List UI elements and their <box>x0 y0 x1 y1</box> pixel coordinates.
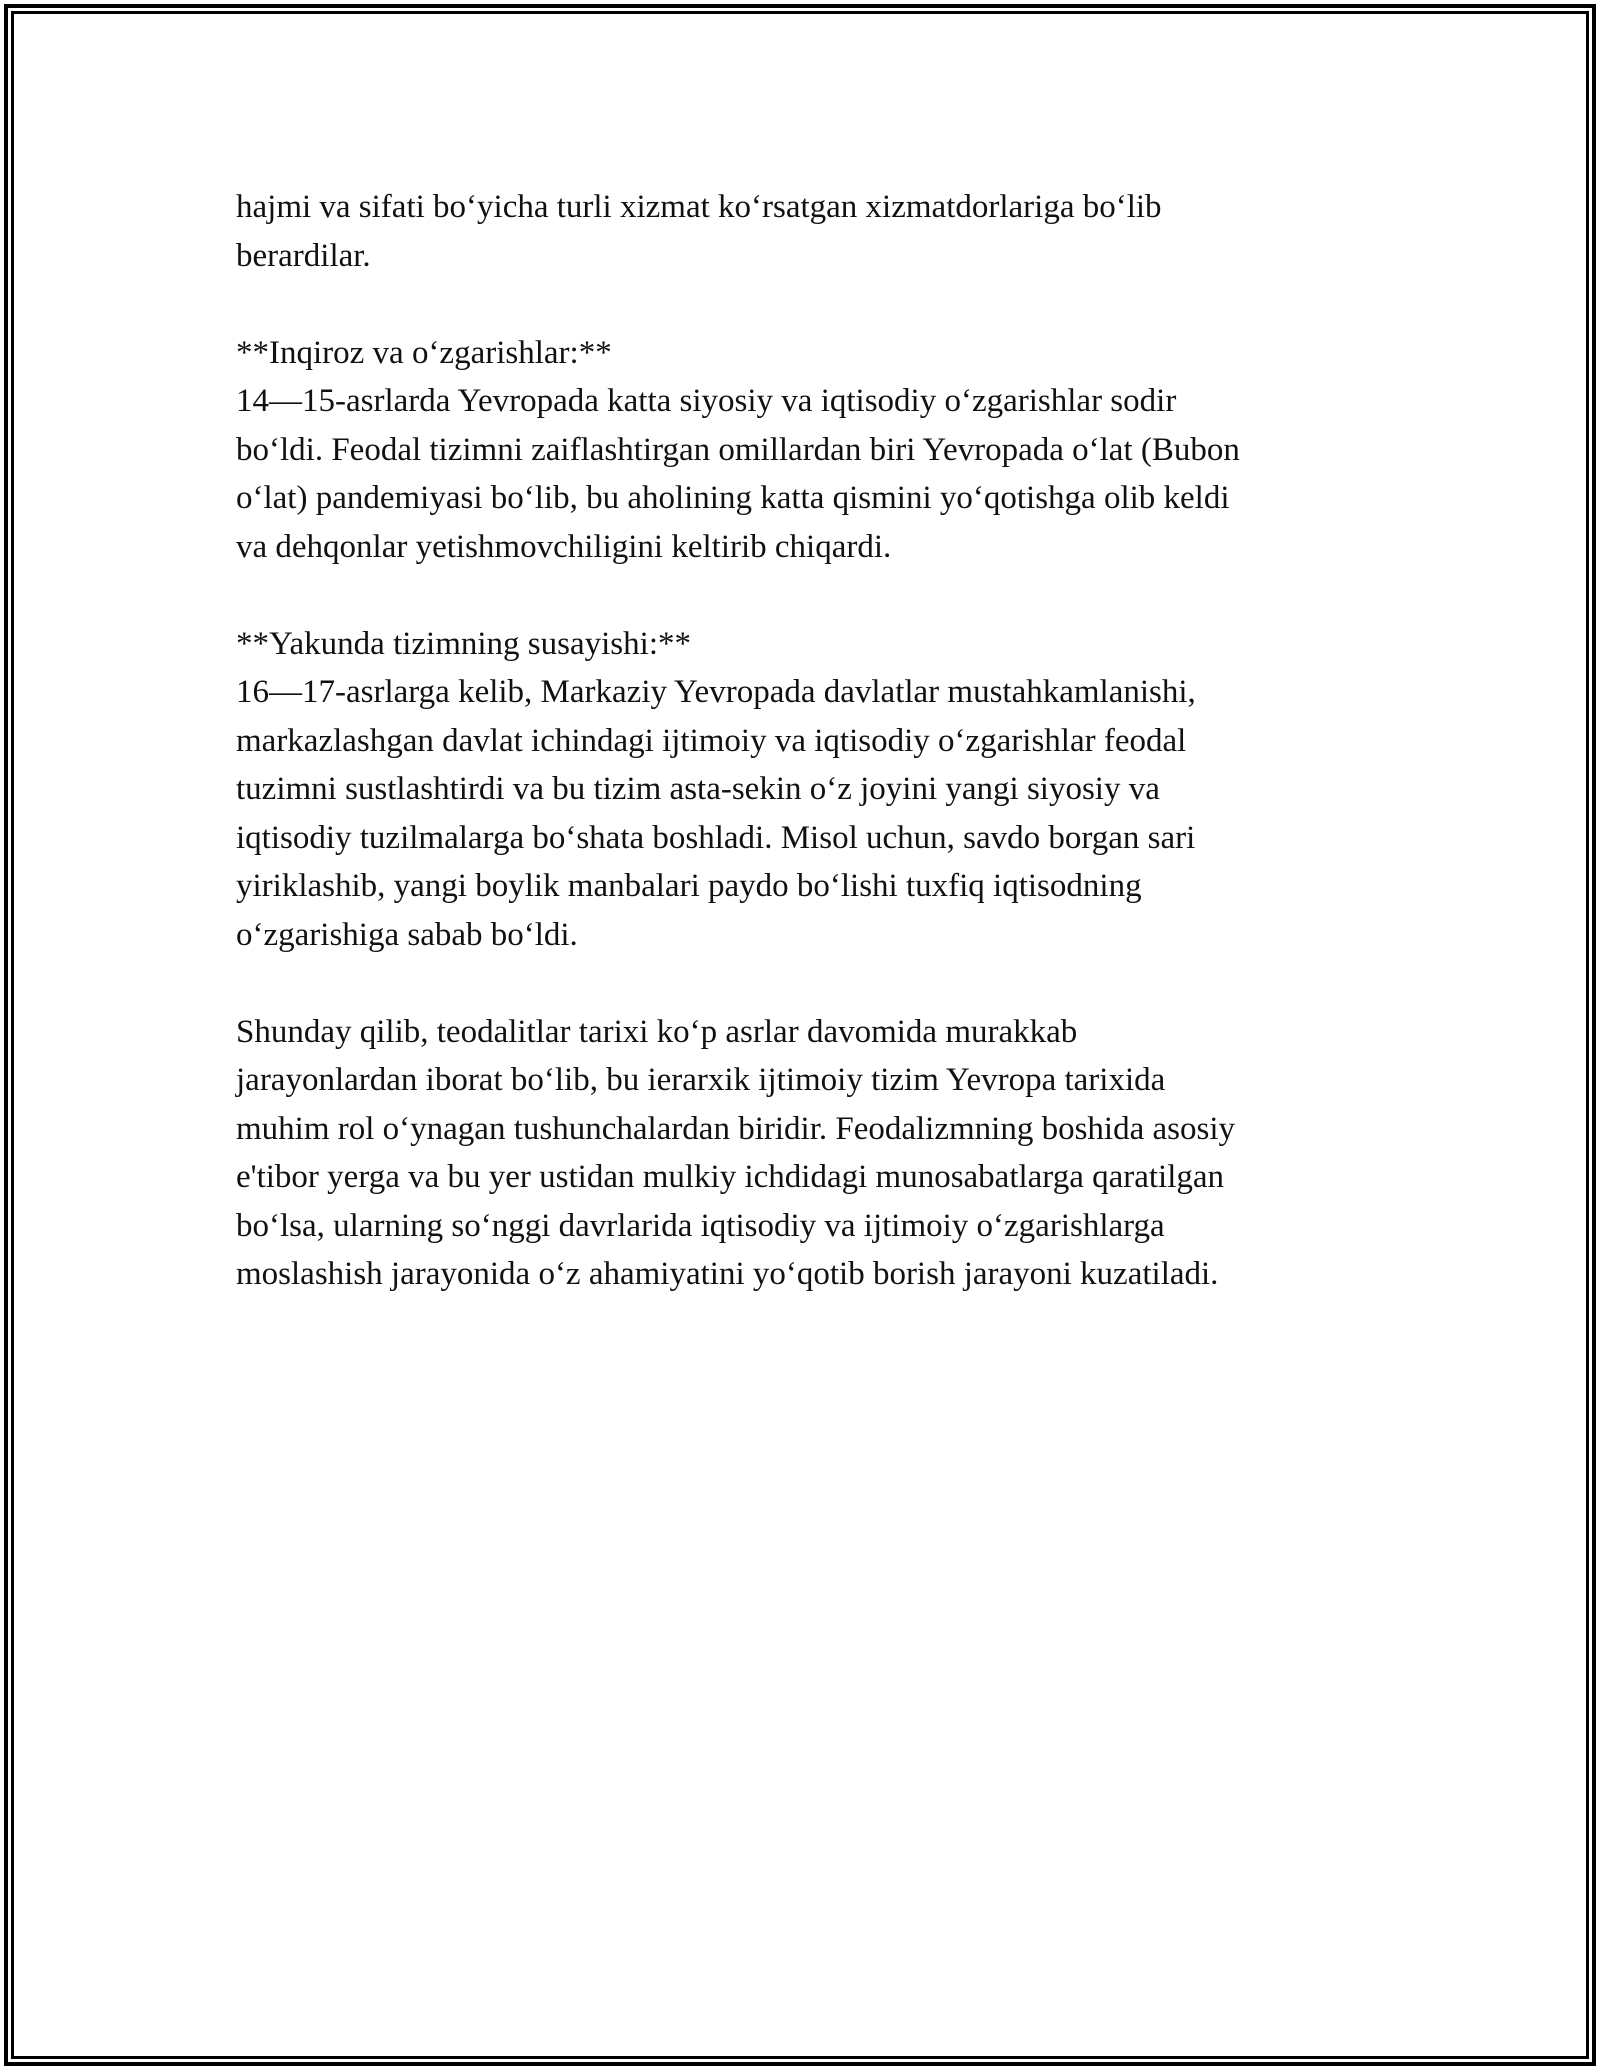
paragraph-inqiroz <box>236 329 1376 572</box>
text-line: markazlashgan davlat ichindagi ijtimoiy va iqtisodiy o‘zgarishlar feodal <box>236 722 1187 759</box>
text-line: jarayonlardan iborat bo‘lib, bu ierarxik ijtimoiy tizim Yevropa tarixida <box>236 1062 1166 1098</box>
text-line: hajmi va sifati bo‘yicha turli xizmat ko‘rsatgan xizmatdorlariga bo‘lib <box>236 189 1162 225</box>
text-line: iqtisodiy tuzilmalarga bo‘shata boshladi. Misol uchun, savdo borgan sari <box>236 819 1196 856</box>
text-line: moslashish jarayonida o‘z ahamiyatini yo‘qotib borish jarayoni kuzatiladi. <box>236 1256 1219 1292</box>
text-line: va dehqonlar yetishmovchiligini keltirib chiqardi. <box>236 528 892 565</box>
text-line: e'tibor yerga va bu yer ustidan mulkiy ichdidagi munosabatlarga qaratilgan <box>236 1159 1225 1195</box>
text-line: berardilar. <box>236 237 371 274</box>
text-line: 14—15-asrlarda Yevropada katta siyosiy va iqtisodiy o‘zgarishlar sodir <box>236 383 1177 419</box>
text-line: Shunday qilib, teodalitlar tarixi ko‘p asrlar davomida murakkab <box>236 1013 1078 1050</box>
text-line: 16—17-asrlarga kelib, Markaziy Yevropada davlatlar mustahkamlanishi, <box>236 674 1196 710</box>
text-line: o‘zgarishiga sabab bo‘ldi. <box>236 916 578 953</box>
document-body <box>236 183 1376 1347</box>
text-line: tuzimni sustlashtirdi va bu tizim asta-sekin o‘z joyini yangi siyosiy va <box>236 771 1160 807</box>
paragraph-intro-tail <box>236 183 1376 280</box>
text-line: bo‘ldi. Feodal tizimni zaiflashtirgan omillardan biri Yevropada o‘lat (Bubon <box>236 431 1240 468</box>
text-line: bo‘lsa, ularning so‘nggi davrlarida iqtisodiy va ijtimoiy o‘zgarishlarga <box>236 1207 1165 1244</box>
section-heading: **Yakunda tizimning susayishi:** <box>236 625 691 662</box>
paragraph-conclusion <box>236 1008 1376 1299</box>
paragraph-yakunda <box>236 620 1376 960</box>
text-line: muhim rol o‘ynagan tushunchalardan biridir. Feodalizmning boshida asosiy <box>236 1110 1235 1147</box>
text-line: yiriklashib, yangi boylik manbalari paydo bo‘lishi tuxfiq iqtisodning <box>236 868 1142 904</box>
section-heading: **Inqiroz va o‘zgarishlar:** <box>236 334 612 371</box>
text-line: o‘lat) pandemiyasi bo‘lib, bu aholining katta qismini yo‘qotishga olib keldi <box>236 480 1230 516</box>
